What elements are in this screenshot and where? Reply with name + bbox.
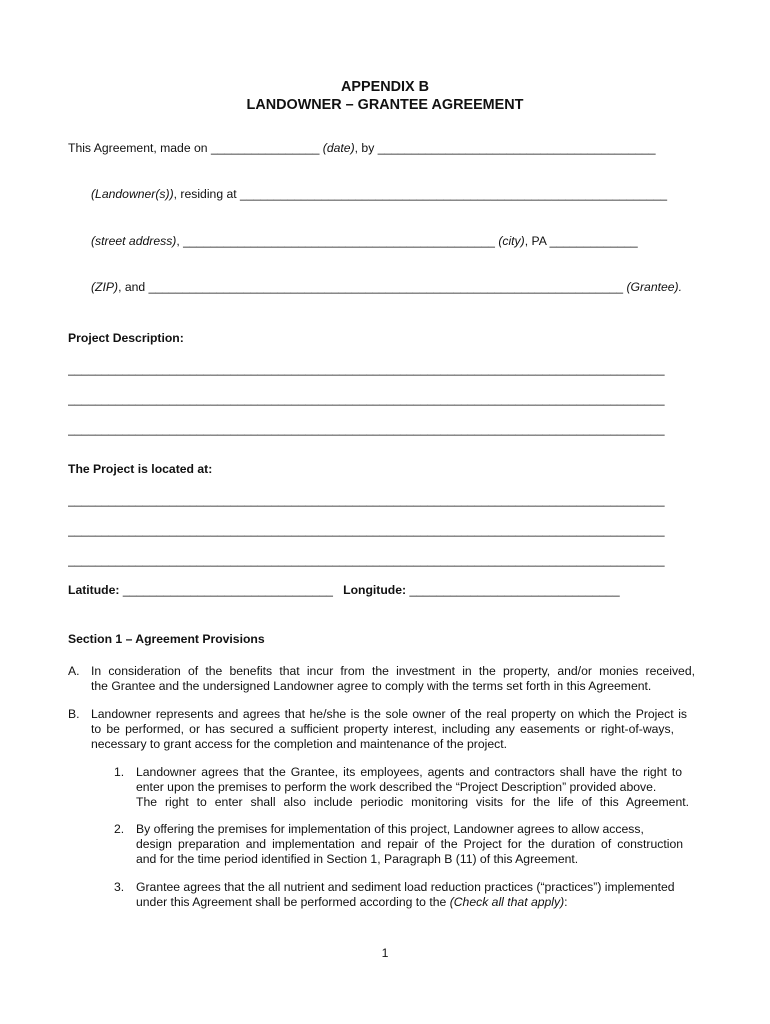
pa-blank[interactable]: _____________ [549,234,638,248]
item-2-line-1: By offering the premises for implementation of this project, Landowner agrees to allow access, [136,822,644,836]
project-location-line[interactable]: ________________________________________________________________________________________ [68,493,665,507]
made-on-text: This Agreement, made on [68,141,208,155]
intro-line-4 [91,280,682,295]
item-2-line-3: and for the time period identified in Section 1, Paragraph B (11) of this Agreement. [136,852,579,866]
item-3-number: 3. [114,880,125,894]
paragraph-b-line-2: to be performed, or has secured a sufficient property interest, including any easements or right-of-ways, [91,722,674,736]
paragraph-a-line-2: the Grantee and the undersigned Landowner agree to comply with the terms set forth in this Agreement. [91,679,652,693]
item-3-colon: : [564,895,568,909]
item-1-number: 1. [114,765,125,779]
paragraph-a-label: A. [68,664,80,678]
item-1-line-1: Landowner agrees that the Grantee, its employees, agents and contractors shall have the right to [136,765,682,779]
project-location-heading: The Project is located at: [68,462,213,476]
by-blank[interactable]: _________________________________________ [377,141,656,155]
grantee-label: (Grantee). [626,280,682,294]
paragraph-b-line-3: necessary to grant access for the completion and maintenance of the project. [91,737,507,751]
check-all-note: (Check all that apply) [449,895,565,909]
page-number: 1 [381,946,389,960]
item-3-line-2 [136,895,568,910]
item-3-line-2-text: under this Agreement shall be performed according to the [136,895,447,909]
zip-label: (ZIP) [91,280,119,294]
street-label: (street address) [91,234,177,248]
latitude-blank[interactable]: _______________________________ [122,583,333,597]
appendix-title: APPENDIX B [341,79,429,95]
project-location-line[interactable]: ________________________________________________________________________________________ [68,553,665,567]
item-1-line-3: The right to enter shall also include periodic monitoring visits for the life of this Agreement. [136,795,689,809]
paragraph-b-line-1: Landowner represents and agrees that he/she is the sole owner of the real property on which the Project is [91,707,687,721]
intro-line-3 [91,234,638,249]
project-location-line[interactable]: ________________________________________________________________________________________ [68,523,665,537]
intro-line-1 [68,141,656,156]
project-description-line[interactable]: ________________________________________________________________________________________ [68,422,665,436]
item-1-line-2: enter upon the premises to perform the work described the “Project Description” provided above. [136,780,657,794]
item-2-number: 2. [114,822,125,836]
street-blank[interactable]: ______________________________________________ [183,234,495,248]
item-2-line-2: design preparation and implementation and repair of the Project for the duration of construction [136,837,683,851]
and-text: , and [118,280,146,294]
grantee-blank[interactable]: ______________________________________________________________________ [148,280,624,294]
paragraph-a-line-1: In consideration of the benefits that incur from the investment in the property, and/or monies received, [91,664,695,678]
project-description-heading: Project Description: [68,331,184,345]
pa-text: , PA [524,234,547,248]
paragraph-b-label: B. [68,707,80,721]
landowner-label: (Landowner(s)) [91,187,174,201]
date-label: (date) [322,141,355,155]
latitude-label: Latitude: [68,583,120,597]
intro-line-2 [91,187,667,202]
date-blank[interactable]: ________________ [210,141,320,155]
longitude-label: Longitude: [343,583,407,597]
by-text: , by [354,141,375,155]
city-label: (city) [498,234,525,248]
section-1-heading: Section 1 – Agreement Provisions [68,632,265,646]
project-description-line[interactable]: ________________________________________________________________________________________ [68,392,665,406]
project-description-line[interactable]: ________________________________________________________________________________________ [68,362,665,376]
street-comma: , [176,234,180,248]
coordinates-line [68,583,620,598]
residing-blank[interactable]: _______________________________________________________________ [240,187,668,201]
longitude-blank[interactable]: _______________________________ [409,583,620,597]
residing-at-text: , residing at [173,187,237,201]
item-3-line-1: Grantee agrees that the all nutrient and sediment load reduction practices (“practices”) implemented [136,880,675,894]
agreement-title: LANDOWNER – GRANTEE AGREEMENT [246,97,524,113]
